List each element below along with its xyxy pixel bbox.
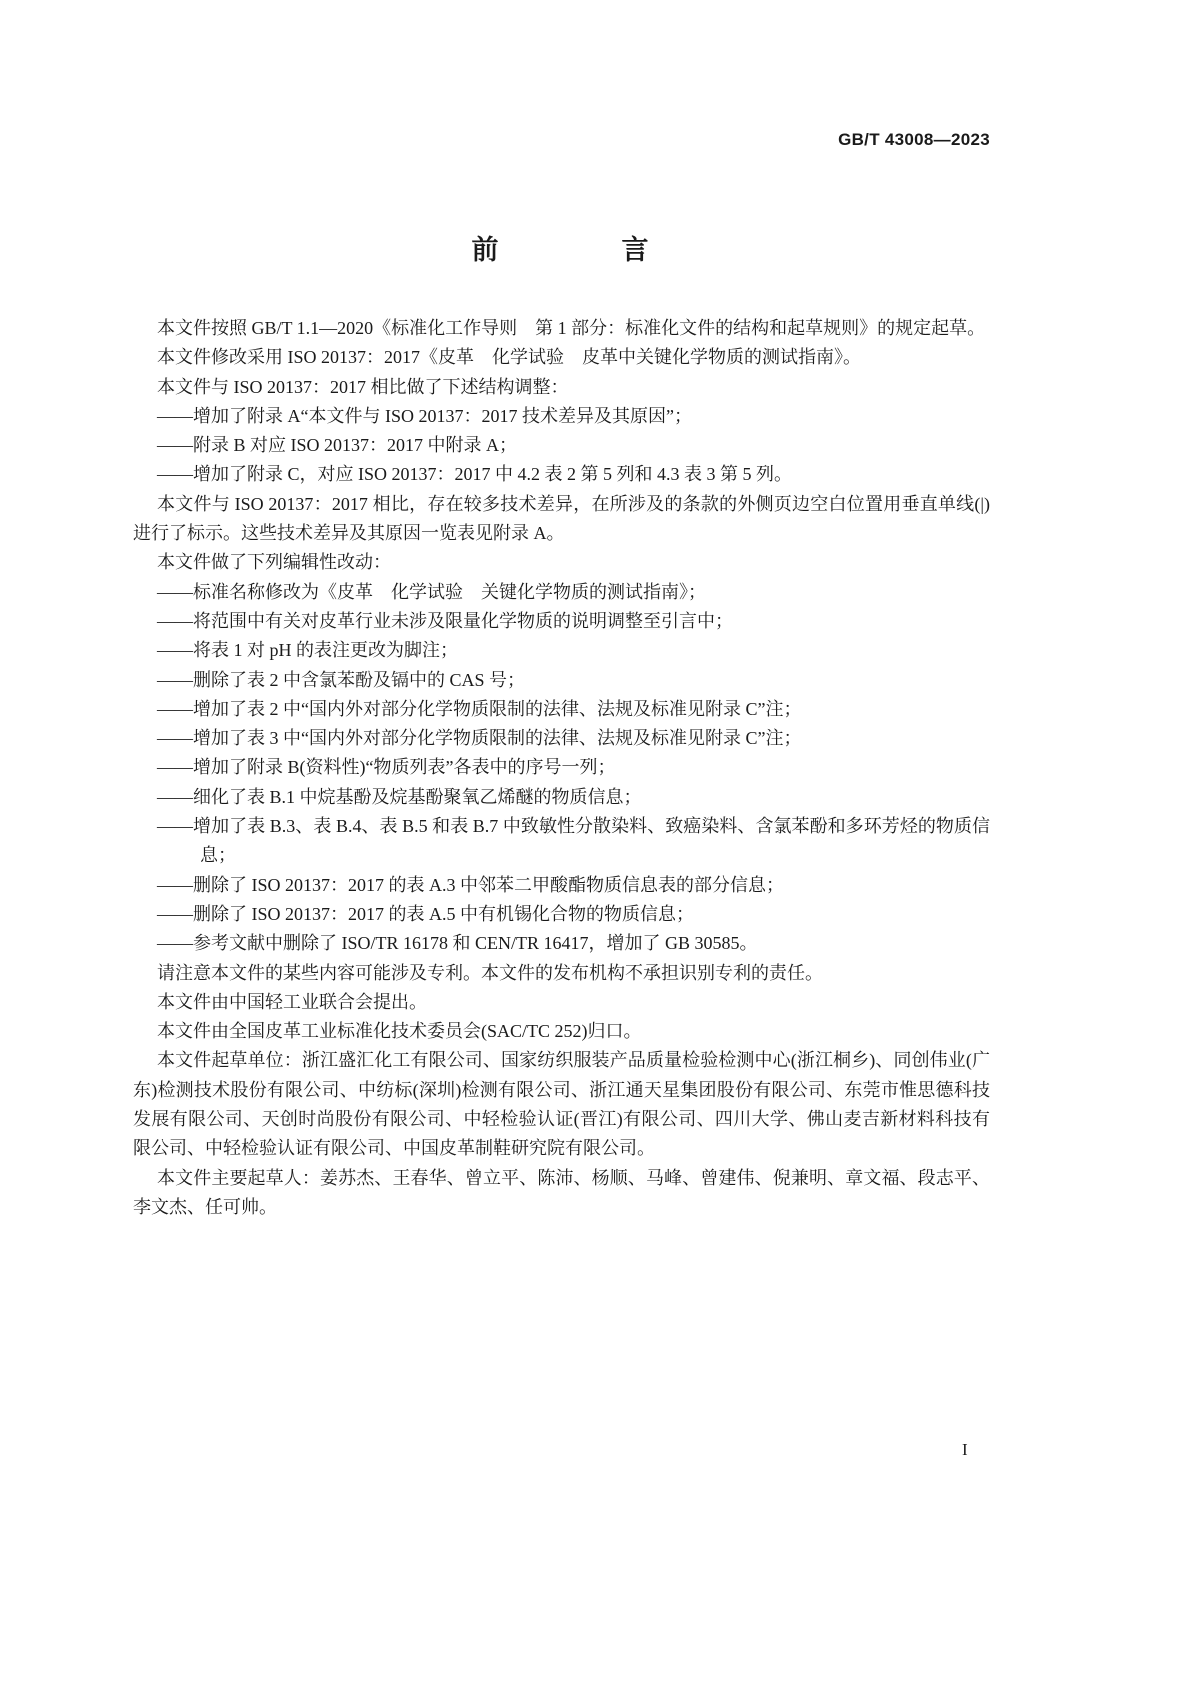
list-item: ——删除了 ISO 20137：2017 的表 A.3 中邻苯二甲酸酯物质信息表的部分信息；	[157, 874, 785, 895]
list-item: ——增加了表 B.3、表 B.4、表 B.5 和表 B.7 中致敏性分散染料、致癌染料、含氯苯酚和多环芳烃的物质信息；	[157, 816, 990, 866]
paragraph: 本文件起草单位：浙江盛汇化工有限公司、国家纺织服装产品质量检验检测中心(浙江桐乡)、同创伟业(广东)检测技术股份有限公司、中纺标(深圳)检测有限公司、浙江通天星集团股份有限公司、东莞市惟思德科技发展有限公司、天创时尚股份有限公司、中轻检验认证(晋江)有限公司、四川大学、佛山麦吉新材料科技有限公司、中轻检验认证有限公司、中国皮革制鞋研究院有限公司。	[133, 1050, 990, 1159]
list-item: ——将范围中有关对皮革行业未涉及限量化学物质的说明调整至引言中；	[157, 610, 733, 631]
list-item: ——增加了附录 A“本文件与 ISO 20137：2017 技术差异及其原因”；	[157, 405, 692, 426]
paragraph: 本文件按照 GB/T 1.1—2020《标准化工作导则 第 1 部分：标准化文件的结构和起草规则》的规定起草。	[157, 318, 986, 338]
page-title: 前 言	[471, 235, 697, 266]
paragraph: 本文件主要起草人：姜苏杰、王春华、曾立平、陈沛、杨顺、马峰、曾建伟、倪兼明、章文福、段志平、李文杰、任可帅。	[133, 1167, 990, 1217]
list-item: ——增加了表 2 中“国内外对部分化学物质限制的法律、法规及标准见附录 C”注；	[157, 698, 802, 719]
list-item: ——参考文献中删除了 ISO/TR 16178 和 CEN/TR 16417，增加了 GB 30585。	[157, 933, 758, 954]
paragraph: 本文件由全国皮革工业标准化技术委员会(SAC/TC 252)归口。	[157, 1021, 642, 1042]
list-item: ——将表 1 对 pH 的表注更改为脚注；	[157, 640, 458, 661]
list-item: ——增加了附录 B(资料性)“物质列表”各表中的序号一列；	[157, 757, 616, 778]
paragraph: 请注意本文件的某些内容可能涉及专利。本文件的发布机构不承担识别专利的责任。	[157, 962, 823, 983]
paragraph: 本文件由中国轻工业联合会提出。	[157, 991, 427, 1012]
list-item: ——删除了表 2 中含氯苯酚及镉中的 CAS 号；	[157, 669, 526, 690]
paragraph: 本文件与 ISO 20137：2017 相比做了下述结构调整：	[157, 376, 569, 397]
list-item: ——增加了表 3 中“国内外对部分化学物质限制的法律、法规及标准见附录 C”注；	[157, 728, 802, 749]
paragraph: 本文件做了下列编辑性改动：	[157, 552, 391, 573]
list-item: ——细化了表 B.1 中烷基酚及烷基酚聚氧乙烯醚的物质信息；	[157, 786, 642, 807]
page-number: I	[962, 1440, 968, 1459]
document-number: GB/T 43008—2023	[838, 130, 990, 149]
foreword-body	[133, 314, 990, 1222]
list-item: ——删除了 ISO 20137：2017 的表 A.5 中有机锡化合物的物质信息；	[157, 903, 695, 924]
paragraph: 本文件与 ISO 20137：2017 相比，存在较多技术差异，在所涉及的条款的外侧页边空白位置用垂直单线(|)进行了标示。这些技术差异及其原因一览表见附录 A。	[133, 493, 990, 544]
list-item: ——增加了附录 C，对应 ISO 20137：2017 中 4.2 表 2 第 5 列和 4.3 表 3 第 5 列。	[157, 464, 793, 485]
list-item: ——附录 B 对应 ISO 20137：2017 中附录 A；	[157, 435, 518, 456]
list-item: ——标准名称修改为《皮革 化学试验 关键化学物质的测试指南》；	[157, 581, 706, 602]
paragraph: 本文件修改采用 ISO 20137：2017《皮革 化学试验 皮革中关键化学物质的测试指南》。	[157, 347, 862, 368]
